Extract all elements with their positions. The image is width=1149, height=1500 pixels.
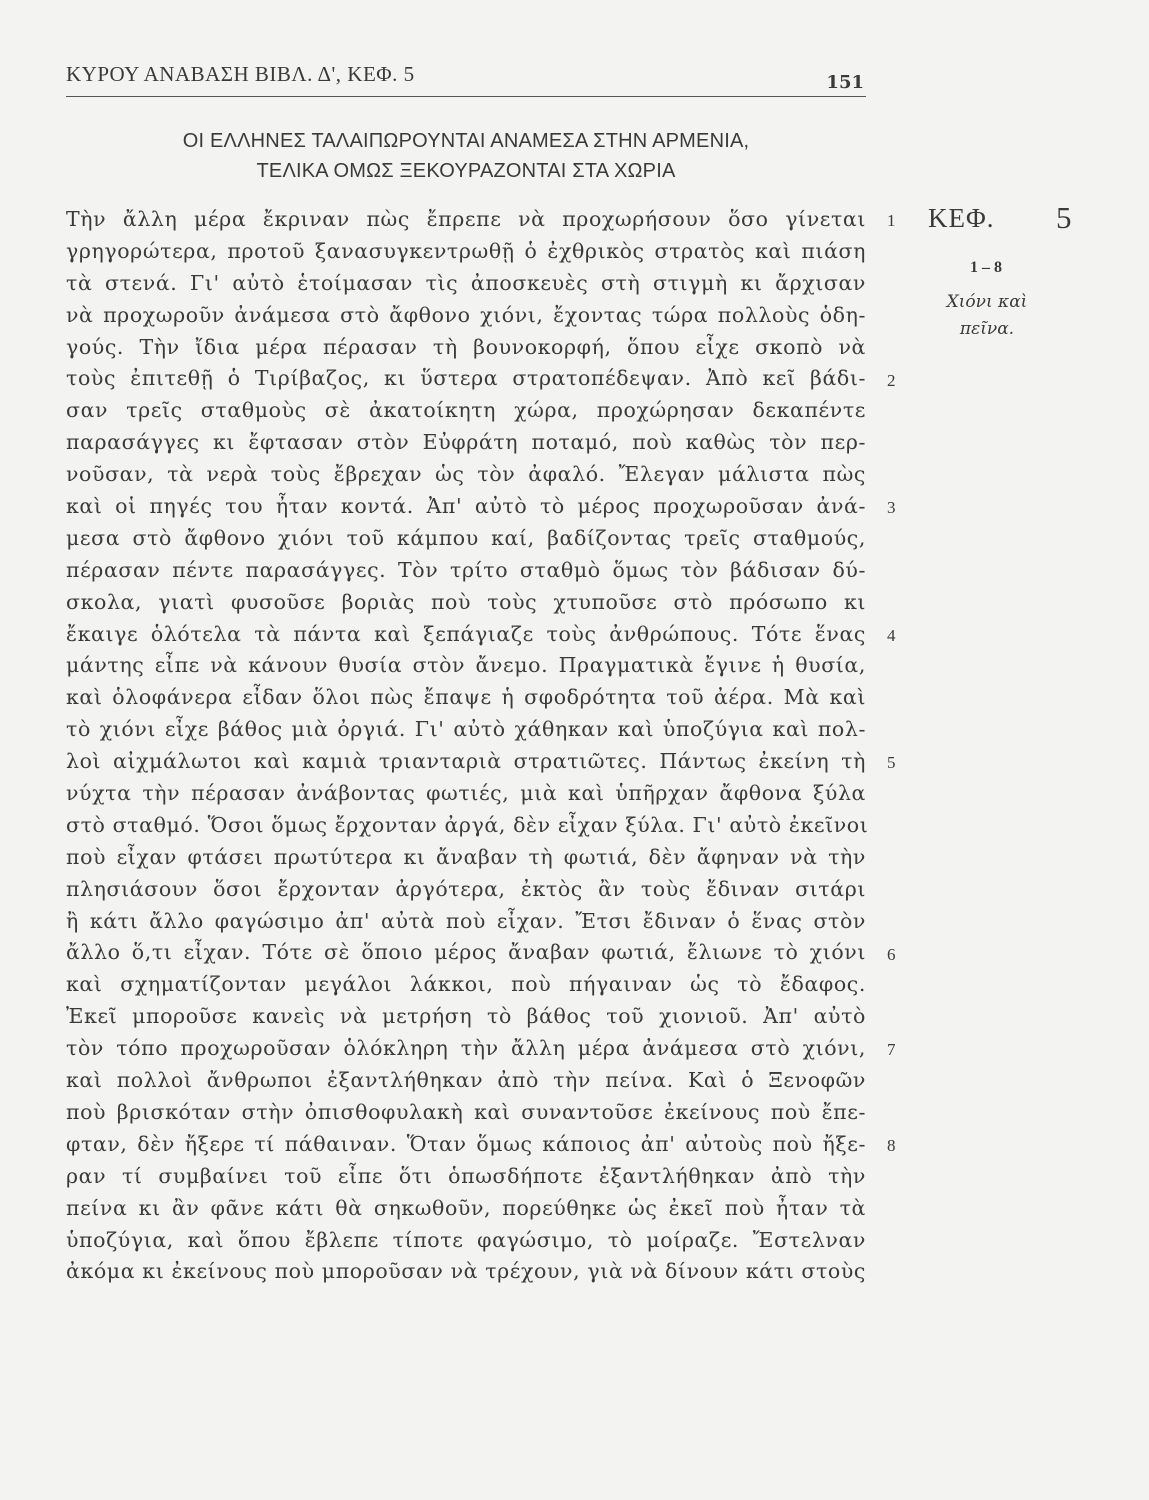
section-number: 5 <box>887 753 896 773</box>
text-line: παρασάγγες κι ἔφτασαν στὸν Εὐφράτη ποταμό, ποὺ καθὼς τὸν περ- <box>66 430 866 455</box>
text-line: γρηγορώτερα, προτοῦ ξανασυγκεντρωθῇ ὁ ἐχθρικὸς στρατὸς καὶ πιάση <box>66 238 866 263</box>
chapter-number: 5 <box>1056 200 1072 235</box>
text-line: μεσα στὸ ἄφθονο χιόνι τοῦ κάμπου καί, βαδίζοντας τρεῖς σταθμούς, <box>66 525 866 550</box>
body-text <box>66 204 869 1288</box>
text-line: ποὺ εἶχαν φτάσει πρωτύτερα κι ἄναβαν τὴ φωτιά, δὲν ἄφηναν νὰ τὴν <box>66 844 866 869</box>
text-line: Ἐκεῖ μποροῦσε κανεὶς νὰ μετρήση τὸ βάθος τοῦ χιονιοῦ. Ἀπ' αὐτὸ <box>66 1004 866 1029</box>
page-number: 151 <box>826 72 864 93</box>
text-line: καὶ πολλοὶ ἄνθρωποι ἐξαντλήθηκαν ἀπὸ τὴν πείνα. Καὶ ὁ Ξενοφῶν <box>66 1068 866 1093</box>
text-line: σαν τρεῖς σταθμοὺς σὲ ἀκατοίκητη χώρα, προχώρησαν δεκαπέντε <box>66 398 866 423</box>
text-line: ποὺ βρισκόταν στὴν ὀπισθοφυλακὴ καὶ συναντοῦσε ἐκείνους ποὺ ἔπε- <box>66 1099 866 1124</box>
text-line: ἔκαιγε ὁλότελα τὰ πάντα καὶ ξεπάγιαζε τοὺς ἀνθρώπους. Τότε ἕνας <box>66 621 866 646</box>
text-line: τὰ στενά. Γι' αὐτὸ ἑτοίμασαν τὶς ἀποσκευὲς στὴ στιγμὴ κι ἄρχισαν <box>66 270 866 295</box>
section-heading <box>66 126 866 186</box>
text-line: νὰ προχωροῦν ἀνάμεσα στὸ ἄφθονο χιόνι, ἔχοντας τώρα πολλοὺς ὁδη- <box>66 302 866 327</box>
topic-line: Χιόνι καὶ <box>946 292 1028 312</box>
text-line: ἢ κάτι ἄλλο φαγώσιμο ἀπ' αὐτὰ ποὺ εἶχαν. Ἔτσι ἔδιναν ὁ ἕνας στὸν <box>66 908 866 933</box>
running-head <box>66 58 866 97</box>
text-line: πέρασαν πέντε παρασάγγες. Τὸν τρίτο σταθμὸ ὅμως τὸν βάδισαν δύ- <box>66 557 866 582</box>
text-line: καὶ ὁλοφάνερα εἶδαν ὅλοι πὼς ἔπαψε ἡ σφοδρότητα τοῦ ἀέρα. Μὰ καὶ <box>66 685 866 710</box>
text-line: ἀκόμα κι ἐκείνους ποὺ μποροῦσαν νὰ τρέχουν, γιὰ νὰ δίνουν κάτι στοὺς <box>66 1259 867 1284</box>
text-line: πλησιάσουν ὅσοι ἔρχονταν ἀργότερα, ἐκτὸς ἂν τοὺς ἔδιναν σιτάρι <box>66 876 866 901</box>
text-line: τὸν τόπο προχωροῦσαν ὁλόκληρη τὴν ἄλλη μέρα ἀνάμεσα στὸ χιόνι, <box>66 1036 866 1061</box>
text-line: καὶ σχηματίζονταν μεγάλοι λάκκοι, ποὺ πήγαιναν ὡς τὸ ἔδαφος. <box>66 972 866 997</box>
running-title: ΚΥΡΟΥ ΑΝΑΒΑΣΗ ΒΙΒΛ. Δ', ΚΕΦ. 5 <box>66 62 415 86</box>
topic-line: πεῖνα. <box>959 319 1015 339</box>
text-line: πείνα κι ἂν φᾶνε κάτι θὰ σηκωθοῦν, πορεύθηκε ὡς ἐκεῖ ποὺ ἦταν τὰ <box>66 1195 866 1220</box>
section-heading-line: ΤΕΛΙΚΑ ΟΜΩΣ ΞΕΚΟΥΡΑΖΟΝΤΑΙ ΣΤΑ ΧΩΡΙΑ <box>256 160 676 182</box>
section-number: 6 <box>887 944 896 964</box>
section-heading-line: ΟΙ ΕΛΛΗΝΕΣ ΤΑΛΑΙΠΩΡΟΥΝΤΑΙ ΑΝΑΜΕΣΑ ΣΤΗΝ ΑΡΜΕΝΙΑ, <box>182 130 750 152</box>
text-line: Τὴν ἄλλη μέρα ἔκριναν πὼς ἔπρεπε νὰ προχωρήσουν ὅσο γίνεται <box>66 207 866 231</box>
text-line: νοῦσαν, τὰ νερὰ τοὺς ἔβρεχαν ὡς τὸν ἀφαλό. Ἔλεγαν μάλιστα πὼς <box>66 462 866 487</box>
text-line: σκολα, γιατὶ φυσοῦσε βοριὰς ποὺ τοὺς χτυποῦσε στὸ πρόσωπο κι <box>66 589 866 614</box>
text-line: τοὺς ἐπιτεθῇ ὁ Τιρίβαζος, κι ὕστερα στρατοπέδεψαν. Ἀπὸ κεῖ βάδι- <box>66 366 866 391</box>
text-line: μάντης εἶπε νὰ κάνουν θυσία στὸν ἄνεμο. Πραγματικὰ ἔγινε ἡ θυσία, <box>66 653 866 678</box>
text-line: νύχτα τὴν πέρασαν ἀνάβοντας φωτιές, μιὰ καὶ ὑπῆρχαν ἄφθονα ξύλα <box>66 781 866 806</box>
text-line: ραν τί συμβαίνει τοῦ εἶπε ὅτι ὁπωσδήποτε ἐξαντλήθηκαν ἀπὸ τὴν <box>66 1163 866 1188</box>
text-line: γούς. Τὴν ἴδια μέρα πέρασαν τὴ βουνοκορφή, ὅπου εἶχε σκοπὸ νὰ <box>66 334 866 359</box>
text-line: ὑποζύγια, καὶ ὅπου ἔβλεπε τίποτε φαγώσιμο, τὸ μοίραζε. Ἔστελναν <box>66 1227 866 1252</box>
topic-note <box>932 289 1042 343</box>
section-range: 1 – 8 <box>970 259 1002 276</box>
section-number: 8 <box>887 1136 896 1156</box>
chapter-label: ΚΕΦ. <box>928 203 995 233</box>
section-number: 1 <box>887 211 896 230</box>
text-line: τὸ χιόνι εἶχε βάθος μιὰ ὀργιά. Γι' αὐτὸ χάθηκαν καὶ ὑποζύγια καὶ πολ- <box>66 717 866 742</box>
text-line: καὶ οἱ πηγές του ἦταν κοντά. Ἀπ' αὐτὸ τὸ μέρος προχωροῦσαν ἀνά- <box>66 494 866 519</box>
section-number: 3 <box>887 498 896 518</box>
text-line: στὸ σταθμό. Ὅσοι ὅμως ἔρχονταν ἀργά, δὲν εἶχαν ξύλα. Γι' αὐτὸ ἐκεῖνοι <box>66 812 869 837</box>
text-line: φταν, δὲν ἤξερε τί πάθαιναν. Ὅταν ὅμως κάποιος ἀπ' αὐτοὺς ποὺ ἤξε- <box>66 1131 866 1156</box>
section-number: 7 <box>887 1040 896 1060</box>
section-number: 4 <box>887 625 896 645</box>
section-number: 2 <box>887 370 896 390</box>
text-line: λοὶ αἰχμάλωτοι καὶ καμιὰ τριανταριὰ στρατιῶτες. Πάντως ἐκείνη τὴ <box>66 749 866 774</box>
text-line: ἄλλο ὅ,τι εἶχαν. Τότε σὲ ὅποιο μέρος ἄναβαν φωτιά, ἔλιωνε τὸ χιόνι <box>66 940 866 965</box>
